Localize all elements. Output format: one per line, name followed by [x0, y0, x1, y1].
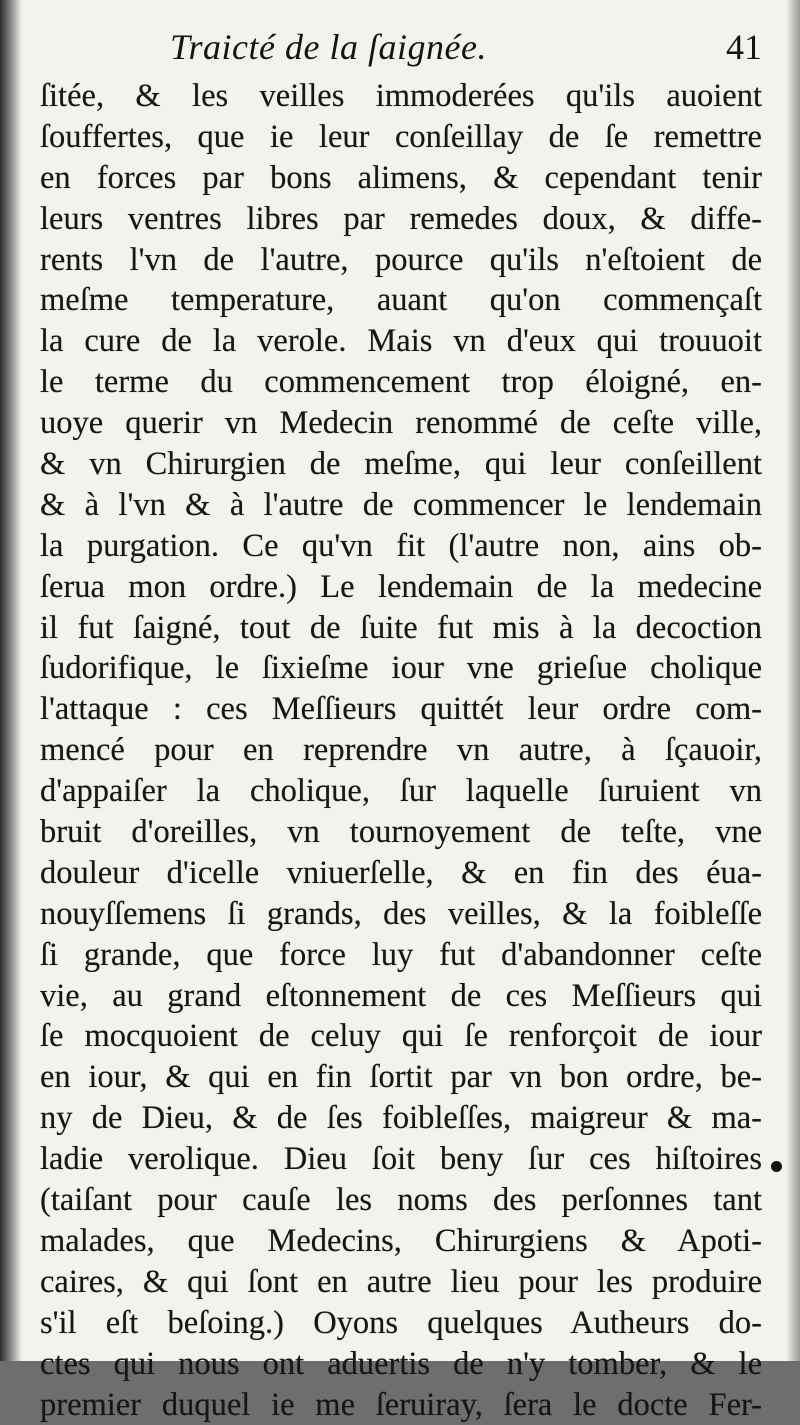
- text-line: meſme temperature, auant qu'on commençaſt: [40, 280, 762, 321]
- binding-shadow: [0, 0, 22, 1361]
- text-line: & vn Chirurgien de meſme, qui leur conſeillent: [40, 444, 762, 485]
- text-line: & à l'vn & à l'autre de commencer le lendemain: [40, 485, 762, 526]
- text-line: d'appaiſer la cholique, ſur laquelle ſuruient vn: [40, 771, 762, 812]
- page-header: [40, 20, 762, 68]
- text-line: vie, au grand eſtonnement de ces Meſſieurs qui: [40, 976, 762, 1017]
- text-line: ctes qui nous ont aduertis de n'y tomber, & le: [40, 1344, 762, 1385]
- text-line: douleur d'icelle vniuerſelle, & en fin des éua-: [40, 853, 762, 894]
- text-line: s'il eſt beſoing.) Oyons quelques Autheurs do-: [40, 1303, 762, 1344]
- text-line: ſi grande, que force luy fut d'abandonner ceſte: [40, 935, 762, 976]
- text-line: rents l'vn de l'autre, pource qu'ils n'eſtoient de: [40, 240, 762, 281]
- text-line: ladie verolique. Dieu ſoit beny ſur ces hiſtoires: [40, 1139, 762, 1180]
- text-line: ſouffertes, que ie leur conſeillay de ſe remettre: [40, 117, 762, 158]
- text-line: la purgation. Ce qu'vn fit (l'autre non, ains ob-: [40, 526, 762, 567]
- text-line: l'attaque : ces Meſſieurs quittét leur ordre com-: [40, 689, 762, 730]
- text-line: le terme du commencement trop éloigné, en-: [40, 362, 762, 403]
- text-line: ny de Dieu, & de ſes foibleſſes, maigreur & ma-: [40, 1098, 762, 1139]
- text-line: leurs ventres libres par remedes doux, & diffe-: [40, 199, 762, 240]
- text-line: ſitée, & les veilles immoderées qu'ils auoient: [40, 76, 762, 117]
- text-line: (taiſant pour cauſe les noms des perſonnes tant: [40, 1180, 762, 1221]
- ink-speck: [771, 1161, 782, 1172]
- body-text: [40, 76, 762, 1425]
- text-line: malades, que Medecins, Chirurgiens & Apoti-: [40, 1221, 762, 1262]
- text-line: mencé pour en reprendre vn autre, à ſçauoir,: [40, 730, 762, 771]
- text-line: en iour, & qui en fin ſortit par vn bon ordre, be-: [40, 1057, 762, 1098]
- text-line: premier duquel ie me ſeruiray, ſera le docte Fer-: [40, 1385, 762, 1425]
- text-line: la cure de la verole. Mais vn d'eux qui trouuoit: [40, 321, 762, 362]
- text-line: il fut ſaigné, tout de ſuite fut mis à la decoction: [40, 608, 762, 649]
- text-line: ſerua mon ordre.) Le lendemain de la medecine: [40, 567, 762, 608]
- text-line: en forces par bons alimens, & cependant tenir: [40, 158, 762, 199]
- edge-shadow: [786, 0, 800, 1361]
- text-line: ſudorifique, le ſixieſme iour vne grieſue cholique: [40, 648, 762, 689]
- page-number: 41: [726, 26, 762, 68]
- running-title: Traicté de la ſaignée.: [170, 26, 487, 68]
- text-line: nouyſſemens ſi grands, des veilles, & la foibleſſe: [40, 894, 762, 935]
- text-line: ſe mocquoient de celuy qui ſe renforçoit de iour: [40, 1016, 762, 1057]
- text-line: caires, & qui ſont en autre lieu pour les produire: [40, 1262, 762, 1303]
- text-line: uoye querir vn Medecin renommé de ceſte ville,: [40, 403, 762, 444]
- text-line: bruit d'oreilles, vn tournoyement de teſte, vne: [40, 812, 762, 853]
